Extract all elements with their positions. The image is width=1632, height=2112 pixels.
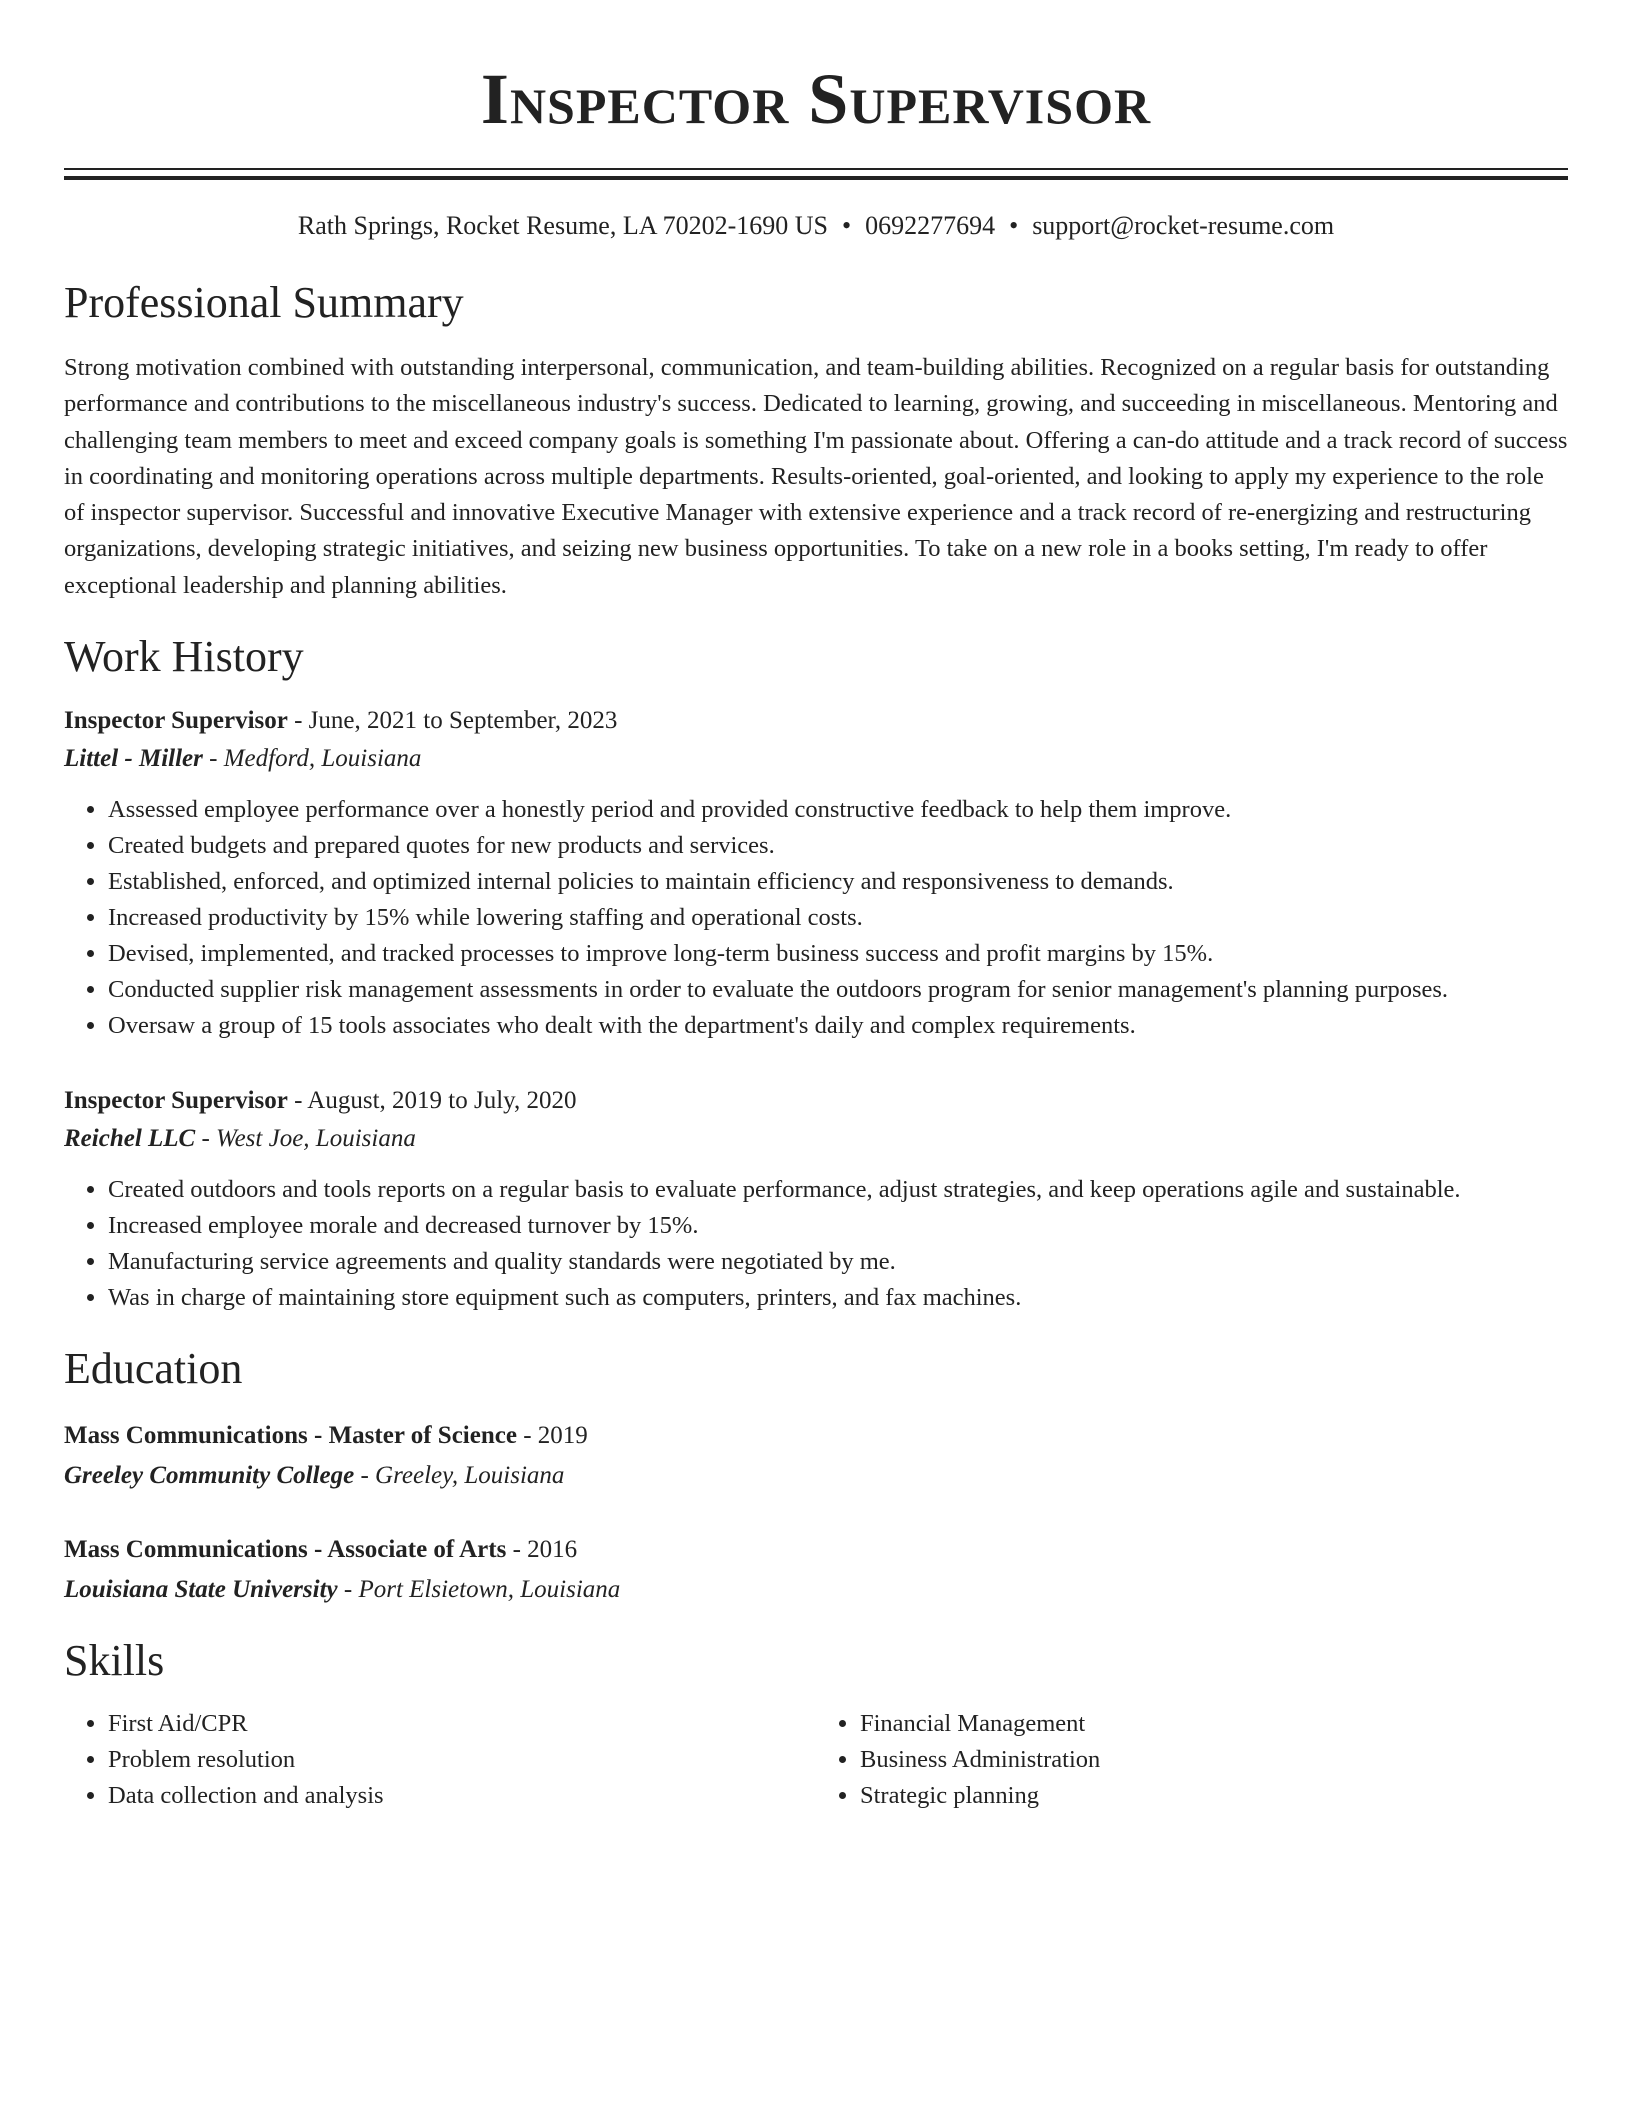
header-rule-thin: [64, 168, 1568, 170]
list-item: • Devised, implemented, and tracked processes to improve long-term business success and profit margins by 15%.: [108, 936, 1568, 972]
list-item: • Business Administration: [860, 1742, 1568, 1778]
job-location: - West Joe, Louisiana: [195, 1125, 416, 1153]
list-item: • Created outdoors and tools reports on a regular basis to evaluate performance, adjust strategies, and keep operations agile and sustainable.: [108, 1172, 1568, 1208]
header-rule-thick: [64, 176, 1568, 180]
skills-list: [64, 1706, 1568, 1814]
list-item: • Problem resolution: [108, 1742, 816, 1778]
job-dates: - August, 2019 to July, 2020: [287, 1087, 577, 1115]
job-header: [64, 702, 1568, 740]
contact-address: Rath Springs, Rocket Resume, LA 70202-1690 US: [297, 211, 828, 240]
education-degree: Mass Communications - Associate of Arts: [64, 1536, 507, 1564]
list-item: • Created budgets and prepared quotes for new products and services.: [108, 828, 1568, 864]
contact-separator: •: [1009, 211, 1019, 240]
contact-email: support@rocket-resume.com: [1032, 211, 1335, 240]
education-header: [64, 1416, 1568, 1456]
summary-heading: Professional Summary: [64, 278, 464, 327]
list-item: • Was in charge of maintaining store equipment such as computers, printers, and fax machines.: [108, 1280, 1568, 1316]
list-item: • Oversaw a group of 15 tools associates who dealt with the department's daily and complex requirements.: [108, 1008, 1568, 1044]
resume-name: Inspector Supervisor: [480, 59, 1152, 139]
job-employer: [64, 1120, 1568, 1158]
list-item: • First Aid/CPR: [108, 1706, 816, 1742]
list-item: • Data collection and analysis: [108, 1778, 816, 1814]
list-item: • Established, enforced, and optimized internal policies to maintain efficiency and responsiveness to demands.: [108, 864, 1568, 900]
job-company: Reichel LLC: [64, 1125, 196, 1153]
education-heading: Education: [64, 1344, 243, 1394]
work-history-heading: Work History: [64, 632, 304, 682]
education-school-line: [64, 1456, 1568, 1496]
education-school: Louisiana State University: [64, 1576, 338, 1604]
education-degree: Mass Communications - Master of Science: [64, 1422, 517, 1450]
list-item: • Manufacturing service agreements and quality standards were negotiated by me.: [108, 1244, 1568, 1280]
list-item: • Increased employee morale and decreased turnover by 15%.: [108, 1208, 1568, 1244]
contact-phone: 0692277694: [865, 211, 996, 240]
skills-column-right: [816, 1706, 1568, 1814]
education-location: - Port Elsietown, Louisiana: [337, 1576, 621, 1604]
education-header: [64, 1530, 1568, 1570]
job-entry: [64, 702, 1568, 1044]
education-location: - Greeley, Louisiana: [354, 1462, 565, 1490]
list-item: • Assessed employee performance over a honestly period and provided constructive feedback to help them improve.: [108, 792, 1568, 828]
job-entry: [64, 1082, 1568, 1316]
job-dates: - June, 2021 to September, 2023: [287, 707, 618, 735]
job-bullets: [64, 1172, 1568, 1316]
job-company: Littel - Miller: [64, 745, 203, 773]
list-item: • Strategic planning: [860, 1778, 1568, 1814]
skills-heading: Skills: [64, 1636, 165, 1686]
job-title: Inspector Supervisor: [64, 707, 288, 735]
job-header: [64, 1082, 1568, 1120]
education-year: - 2016: [506, 1536, 578, 1564]
contact-separator: •: [841, 211, 852, 240]
list-item: • Financial Management: [860, 1706, 1568, 1742]
list-item: • Increased productivity by 15% while lowering staffing and operational costs.: [108, 900, 1568, 936]
education-school: Greeley Community College: [64, 1462, 355, 1490]
contact-line: [64, 210, 1568, 242]
list-item: • Conducted supplier risk management assessments in order to evaluate the outdoors program for senior management's planning purposes.: [108, 972, 1568, 1008]
summary-text: Strong motivation combined with outstanding interpersonal, communication, and team-building abilities. Recognized on a regular basis for outstanding performance and contributions to the miscellaneous industry's success. Dedicated to learning, growing, and succeeding in miscellaneous. Mentoring and challenging team members to meet and exceed company goals is something I'm passionate about. Offering a can-do attitude and a track record of success in coordinating and monitoring operations across multiple departments. Results-oriented, goal-oriented, and looking to apply my experience to the role of inspector supervisor. Successful and innovative Executive Manager with extensive experience and a track record of re-energizing and restructuring organizations, developing strategic initiatives, and seizing new business opportunities. To take on a new role in a books setting, I'm ready to offer exceptional leadership and planning abilities.: [64, 354, 1568, 599]
education-entry: [64, 1530, 1568, 1610]
education-school-line: [64, 1570, 1568, 1610]
job-location: - Medford, Louisiana: [202, 745, 422, 773]
education-entry: [64, 1416, 1568, 1496]
education-year: - 2019: [516, 1422, 588, 1450]
job-employer: [64, 740, 1568, 778]
job-bullets: [64, 792, 1568, 1044]
job-title: Inspector Supervisor: [64, 1087, 288, 1115]
skills-column-left: [64, 1706, 816, 1814]
